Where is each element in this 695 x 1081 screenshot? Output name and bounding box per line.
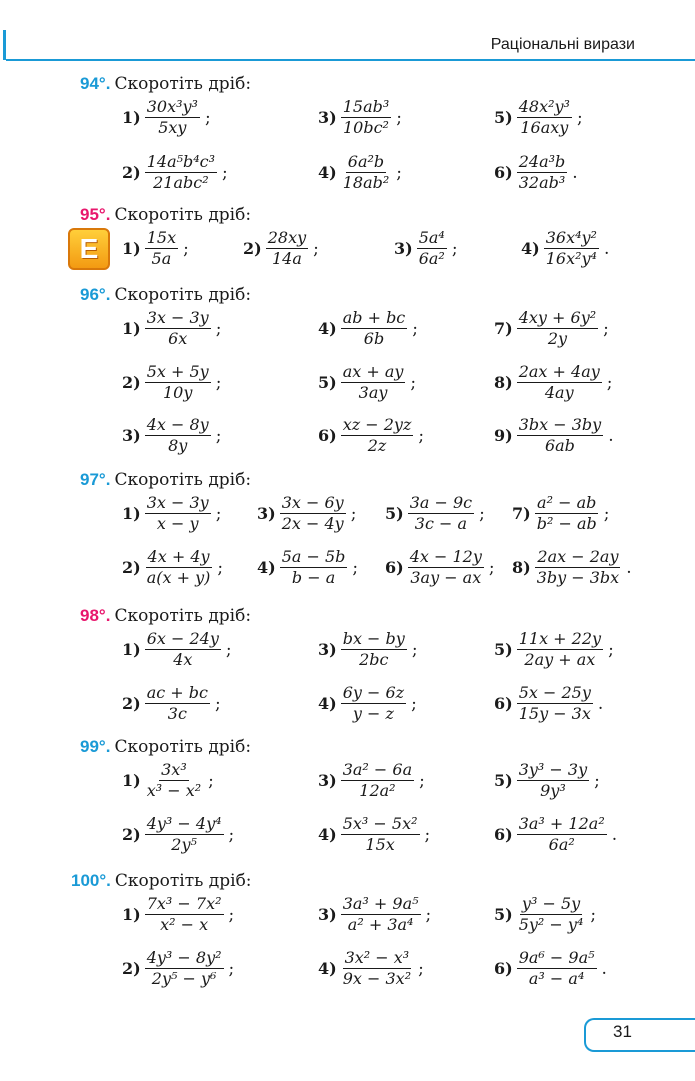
denominator: 6a²: [418, 249, 445, 269]
item-label: 4): [318, 694, 337, 714]
item-label: 6): [318, 426, 337, 446]
numerator: 3x − 6y: [280, 494, 346, 514]
fraction: [145, 98, 200, 138]
exercise-heading: [80, 470, 251, 490]
item-label: 1): [122, 905, 141, 925]
punctuation: ;: [352, 557, 359, 578]
item-label: 1): [122, 640, 141, 660]
fraction: [341, 761, 414, 801]
punctuation: ;: [396, 162, 402, 183]
fraction: [341, 153, 392, 193]
item-label: 1): [122, 504, 141, 524]
item-label: 5): [494, 771, 513, 791]
problem-item: [318, 416, 424, 456]
numerator: 36x⁴y²: [544, 229, 599, 249]
fraction: [341, 630, 407, 670]
punctuation: ;: [594, 770, 600, 791]
problem-item: [494, 684, 603, 724]
item-label: 4): [318, 163, 337, 183]
header-underline: [6, 59, 695, 61]
denominator: 21abc²: [153, 173, 209, 193]
fraction: [145, 815, 224, 855]
problem-item: [318, 309, 418, 349]
numerator: 3y³ − 3y: [517, 761, 589, 781]
item-label: 8): [494, 373, 513, 393]
problem-item: [122, 761, 214, 801]
numerator: 4xy + 6y²: [517, 309, 598, 329]
problem-item: [122, 630, 232, 670]
numerator: 3x − 3y: [145, 494, 211, 514]
numerator: 3x − 3y: [145, 309, 211, 329]
fraction: [341, 363, 406, 403]
punctuation: ;: [418, 425, 425, 446]
punctuation: .: [611, 824, 618, 845]
fraction: [145, 761, 203, 801]
numerator: 14a⁵b⁴c³: [145, 153, 217, 173]
punctuation: .: [603, 238, 610, 259]
problem-item: [318, 684, 417, 724]
fraction: [145, 153, 217, 193]
punctuation: ;: [214, 693, 221, 714]
numerator: 28xy: [266, 229, 308, 249]
item-label: 2): [122, 558, 141, 578]
fraction: [145, 548, 213, 588]
punctuation: ;: [590, 904, 597, 925]
denominator: 2z: [367, 436, 387, 456]
punctuation: ;: [350, 503, 357, 524]
item-label: 3): [257, 504, 276, 524]
denominator: 4ay: [544, 383, 574, 403]
fraction: [341, 684, 406, 724]
denominator: y − z: [352, 704, 394, 724]
problem-item: [494, 309, 609, 349]
numerator: 5a⁴: [417, 229, 447, 249]
item-label: 1): [122, 239, 141, 259]
item-label: 3): [122, 426, 141, 446]
item-label: 3): [318, 905, 337, 925]
problem-item: [122, 949, 234, 989]
denominator: 5xy: [158, 118, 187, 138]
fraction: [517, 309, 598, 349]
punctuation: ;: [603, 503, 610, 524]
exercise-number: 95°.: [80, 205, 111, 224]
problem-item: [318, 630, 418, 670]
denominator: 18ab²: [342, 173, 390, 193]
problem-item: [122, 494, 221, 534]
item-label: 8): [512, 558, 531, 578]
fraction: [145, 684, 210, 724]
denominator: 3by − 3bx: [536, 568, 620, 588]
punctuation: ;: [576, 107, 583, 128]
item-label: 3): [318, 108, 337, 128]
denominator: 6a²: [548, 835, 575, 855]
punctuation: ;: [606, 372, 613, 393]
denominator: 32ab³: [518, 173, 566, 193]
problem-item: [494, 153, 578, 193]
punctuation: ;: [424, 824, 431, 845]
exercise-title: Скоротіть дріб:: [114, 470, 252, 490]
numerator: ab + bc: [341, 309, 408, 329]
numerator: 30x³y³: [145, 98, 200, 118]
exercise-heading: [80, 606, 251, 626]
denominator: 2y⁵ − y⁶: [151, 969, 217, 989]
fraction: [517, 416, 603, 456]
fraction: [408, 548, 484, 588]
numerator: 3x³: [159, 761, 189, 781]
exercise-number: 96°.: [80, 285, 111, 304]
punctuation: ;: [215, 372, 222, 393]
numerator: 4y³ − 4y⁴: [145, 815, 224, 835]
denominator: 12a²: [359, 781, 396, 801]
item-label: 4): [318, 959, 337, 979]
denominator: 16axy: [520, 118, 569, 138]
numerator: 5a − 5b: [280, 548, 348, 568]
denominator: 14a: [271, 249, 302, 269]
denominator: 6ab: [544, 436, 575, 456]
problem-item: [122, 229, 189, 269]
punctuation: ;: [451, 238, 458, 259]
item-label: 2): [122, 825, 141, 845]
problem-item: [494, 98, 583, 138]
problem-item: [122, 895, 234, 935]
punctuation: ;: [410, 372, 417, 393]
item-label: 6): [494, 163, 513, 183]
numerator: 7x³ − 7x²: [145, 895, 224, 915]
numerator: 3bx − 3by: [517, 416, 603, 436]
punctuation: ;: [488, 557, 495, 578]
item-label: 2): [122, 373, 141, 393]
numerator: 15ab³: [341, 98, 392, 118]
denominator: 2x − 4y: [281, 514, 344, 534]
item-label: 2): [243, 239, 262, 259]
item-label: 7): [512, 504, 531, 524]
numerator: 11x + 22y: [517, 630, 603, 650]
problem-item: [318, 363, 416, 403]
fraction: [517, 761, 589, 801]
problem-item: [494, 761, 600, 801]
denominator: a³ − a⁴: [528, 969, 585, 989]
fraction: [145, 630, 221, 670]
denominator: 9x − 3x²: [342, 969, 412, 989]
item-label: 4): [521, 239, 540, 259]
numerator: 4x − 12y: [408, 548, 484, 568]
item-label: 6): [385, 558, 404, 578]
fraction: [145, 309, 211, 349]
denominator: b² − ab: [536, 514, 597, 534]
punctuation: ;: [225, 639, 232, 660]
e-badge-icon: E: [68, 228, 110, 270]
problem-item: [318, 153, 402, 193]
punctuation: ;: [222, 162, 228, 183]
numerator: xz − 2yz: [341, 416, 414, 436]
punctuation: ;: [479, 503, 485, 524]
problem-item: [243, 229, 319, 269]
denominator: 15y − 3x: [518, 704, 591, 724]
punctuation: ;: [208, 770, 214, 791]
item-label: 3): [394, 239, 413, 259]
exercise-title: Скоротіть дріб:: [114, 871, 252, 891]
numerator: 3a³ + 12a²: [517, 815, 607, 835]
page-number: 31: [613, 1022, 632, 1041]
item-label: 2): [122, 163, 141, 183]
item-label: 4): [318, 319, 337, 339]
denominator: 4x: [173, 650, 193, 670]
numerator: 6a²b: [346, 153, 386, 173]
denominator: b − a: [291, 568, 336, 588]
denominator: 2y⁵: [171, 835, 197, 855]
fraction: [341, 895, 421, 935]
fraction: [145, 363, 211, 403]
item-label: 2): [122, 694, 141, 714]
item-label: 5): [385, 504, 404, 524]
denominator: x² − x: [160, 915, 209, 935]
numerator: ax + ay: [341, 363, 406, 383]
numerator: 6x − 24y: [145, 630, 221, 650]
denominator: 2bc: [359, 650, 389, 670]
problem-item: [122, 684, 221, 724]
punctuation: ;: [215, 318, 222, 339]
punctuation: ;: [228, 958, 235, 979]
numerator: 4x + 4y: [146, 548, 212, 568]
exercise-number: 98°.: [80, 606, 111, 625]
fraction: [417, 229, 447, 269]
punctuation: ;: [425, 904, 432, 925]
exercise-title: Скоротіть дріб:: [114, 737, 252, 757]
exercise-title: Скоротіть дріб:: [114, 74, 252, 94]
fraction: [145, 895, 224, 935]
fraction: [517, 363, 602, 403]
fraction: [280, 494, 346, 534]
punctuation: ;: [396, 107, 402, 128]
item-label: 5): [494, 640, 513, 660]
fraction: [341, 416, 414, 456]
fraction: [517, 949, 597, 989]
problem-item: [318, 949, 424, 989]
punctuation: ;: [419, 770, 425, 791]
exercise-heading: [80, 74, 251, 94]
numerator: y³ − 5y: [520, 895, 582, 915]
punctuation: ;: [603, 318, 609, 339]
problem-item: [494, 363, 613, 403]
numerator: a² − ab: [535, 494, 598, 514]
denominator: 2ay + ax: [524, 650, 596, 670]
exercise-heading: [80, 205, 251, 225]
exercise-title: Скоротіть дріб:: [114, 205, 252, 225]
punctuation: ;: [204, 107, 211, 128]
numerator: 2ax + 4ay: [517, 363, 602, 383]
punctuation: .: [597, 693, 604, 714]
problem-item: [318, 895, 431, 935]
punctuation: .: [601, 958, 607, 979]
item-label: 9): [494, 426, 513, 446]
denominator: a(x + y): [146, 568, 211, 588]
problem-item: [122, 309, 221, 349]
numerator: bx − by: [341, 630, 407, 650]
punctuation: ;: [217, 557, 224, 578]
problem-item: [257, 548, 358, 588]
punctuation: ;: [411, 639, 418, 660]
denominator: 15x: [365, 835, 395, 855]
denominator: a² + 3a⁴: [347, 915, 414, 935]
numerator: 24a³b: [517, 153, 568, 173]
denominator: 6b: [363, 329, 385, 349]
problem-item: [122, 815, 234, 855]
fraction: [280, 548, 348, 588]
punctuation: ;: [228, 824, 235, 845]
problem-item: [494, 815, 617, 855]
denominator: x − y: [156, 514, 199, 534]
denominator: 5a: [151, 249, 172, 269]
problem-item: [512, 548, 632, 588]
fraction: [517, 630, 603, 670]
exercise-heading: [80, 737, 251, 757]
item-label: 7): [494, 319, 513, 339]
exercise-title: Скоротіть дріб:: [114, 606, 252, 626]
problem-item: [122, 153, 228, 193]
numerator: 5x + 5y: [145, 363, 211, 383]
item-label: 2): [122, 959, 141, 979]
numerator: 6y − 6z: [341, 684, 406, 704]
punctuation: ;: [608, 639, 614, 660]
fraction: [341, 309, 408, 349]
exercise-heading: [80, 285, 251, 305]
item-label: 1): [122, 771, 141, 791]
punctuation: ;: [411, 693, 417, 714]
fraction: [517, 153, 568, 193]
item-label: 1): [122, 319, 141, 339]
fraction: [266, 229, 308, 269]
item-label: 5): [494, 108, 513, 128]
numerator: 3a − 9c: [408, 494, 474, 514]
problem-item: [318, 98, 402, 138]
denominator: 6x: [168, 329, 188, 349]
numerator: 48x²y³: [517, 98, 572, 118]
item-label: 6): [494, 959, 513, 979]
header-accent-line: [3, 30, 6, 60]
problem-item: [122, 548, 223, 588]
fraction: [341, 98, 392, 138]
denominator: 3c: [167, 704, 187, 724]
denominator: 3ay − ax: [410, 568, 482, 588]
problem-item: [122, 98, 211, 138]
numerator: 4y³ − 8y²: [145, 949, 224, 969]
problem-item: [494, 630, 614, 670]
fraction: [408, 494, 474, 534]
problem-item: [394, 229, 458, 269]
problem-item: [521, 229, 609, 269]
punctuation: ;: [418, 958, 424, 979]
numerator: 3x² − x³: [343, 949, 412, 969]
fraction: [145, 229, 178, 269]
punctuation: ;: [313, 238, 319, 259]
exercise-number: 97°.: [80, 470, 111, 489]
item-label: 6): [494, 825, 513, 845]
numerator: 5x³ − 5x²: [341, 815, 420, 835]
fraction: [517, 98, 572, 138]
fraction: [341, 815, 420, 855]
problem-item: [257, 494, 356, 534]
problem-item: [494, 895, 596, 935]
punctuation: ;: [215, 425, 222, 446]
fraction: [535, 548, 621, 588]
exercise-number: 94°.: [80, 74, 111, 93]
problem-item: [318, 761, 425, 801]
item-label: 1): [122, 108, 141, 128]
numerator: 3a³ + 9a⁵: [341, 895, 421, 915]
punctuation: .: [572, 162, 578, 183]
numerator: 9a⁶ − 9a⁵: [517, 949, 597, 969]
item-label: 3): [318, 640, 337, 660]
numerator: 15x: [145, 229, 178, 249]
problem-item: [512, 494, 609, 534]
fraction: [517, 684, 593, 724]
exercise-number: 100°.: [71, 871, 111, 890]
page-title: Раціональні вирази: [490, 36, 635, 53]
problem-item: [318, 815, 430, 855]
punctuation: ;: [228, 904, 235, 925]
fraction: [544, 229, 599, 269]
problem-item: [122, 416, 221, 456]
numerator: 5x − 25y: [517, 684, 593, 704]
punctuation: ;: [412, 318, 418, 339]
page-number-frame: [584, 1018, 695, 1052]
denominator: 3c − a: [414, 514, 468, 534]
numerator: 2ax − 2ay: [535, 548, 620, 568]
fraction: [145, 949, 224, 989]
item-label: 4): [318, 825, 337, 845]
punctuation: .: [626, 557, 632, 578]
fraction: [517, 815, 607, 855]
punctuation: .: [608, 425, 614, 446]
problem-item: [494, 949, 607, 989]
denominator: 5y² − y⁴: [518, 915, 584, 935]
denominator: 10bc²: [342, 118, 389, 138]
fraction: [535, 494, 599, 534]
item-label: 6): [494, 694, 513, 714]
numerator: ac + bc: [145, 684, 210, 704]
fraction: [145, 494, 211, 534]
denominator: 16x²y⁴: [545, 249, 597, 269]
problem-item: [385, 494, 485, 534]
problem-item: [385, 548, 495, 588]
denominator: 10y: [163, 383, 193, 403]
fraction: [341, 949, 413, 989]
exercise-heading: [71, 871, 252, 891]
denominator: 2y: [547, 329, 568, 349]
denominator: 3ay: [358, 383, 388, 403]
problem-item: [494, 416, 614, 456]
denominator: 8y: [168, 436, 188, 456]
exercise-number: 99°.: [80, 737, 111, 756]
item-label: 5): [494, 905, 513, 925]
numerator: 3a² − 6a: [341, 761, 414, 781]
item-label: 3): [318, 771, 337, 791]
item-label: 4): [257, 558, 276, 578]
denominator: 9y³: [540, 781, 566, 801]
exercise-title: Скоротіть дріб:: [114, 285, 252, 305]
punctuation: ;: [215, 503, 222, 524]
numerator: 4x − 8y: [145, 416, 211, 436]
problem-item: [122, 363, 221, 403]
punctuation: ;: [183, 238, 189, 259]
fraction: [517, 895, 586, 935]
denominator: x³ − x²: [146, 781, 202, 801]
item-label: 5): [318, 373, 337, 393]
fraction: [145, 416, 211, 456]
